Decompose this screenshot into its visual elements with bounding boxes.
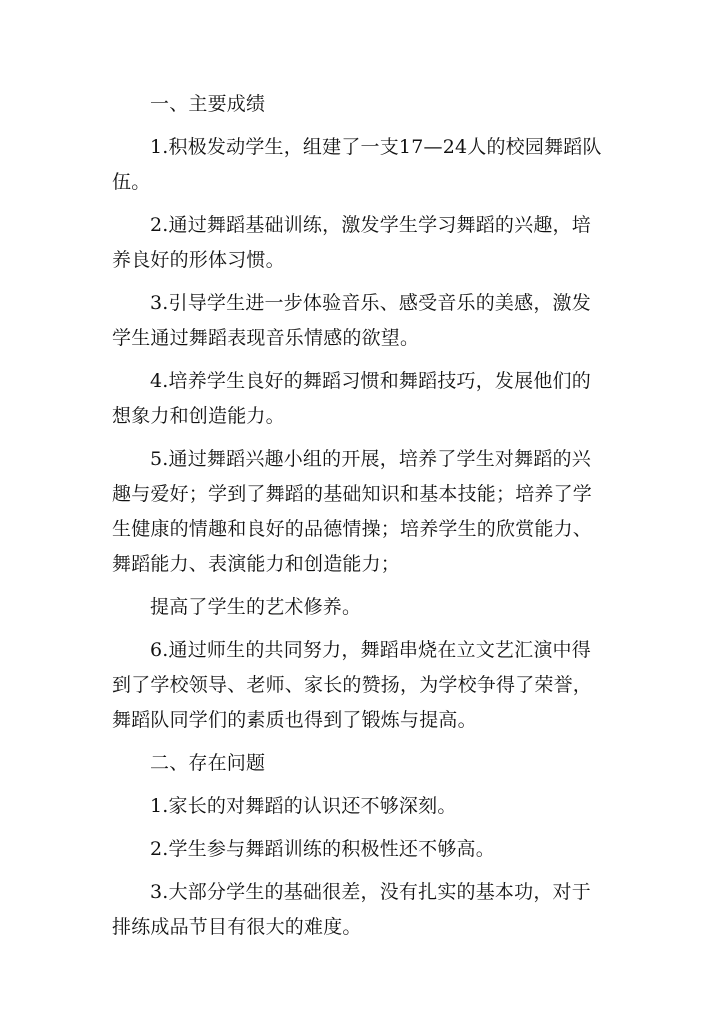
achievement-item-3: 3.引导学生进一步体验音乐、感受音乐的美感，激发学生通过舞蹈表现音乐情感的欲望。 xyxy=(112,292,591,349)
achievement-item-5: 5.通过舞蹈兴趣小组的开展，培养了学生对舞蹈的兴趣与爱好；学到了舞蹈的基础知识和基本技能；培养了学生健康的情趣和良好的品德情操；培养学生的欣赏能力、舞蹈能力、表演能力和创造能力； xyxy=(112,448,593,575)
achievement-item-2: 2.通过舞蹈基础训练，激发学生学习舞蹈的兴趣，培养良好的形体习惯。 xyxy=(112,214,591,271)
achievement-item-4: 4.培养学生良好的舞蹈习惯和舞蹈技巧，发展他们的想象力和创造能力。 xyxy=(112,370,591,427)
achievement-item-6: 6.通过师生的共同努力，舞蹈串烧在立文艺汇演中得到了学校领导、老师、家长的赞扬，为学校争得了荣誉，舞蹈队同学们的素质也得到了锻炼与提高。 xyxy=(112,639,593,731)
achievement-item-1: 1.积极发动学生，组建了一支17—24人的校园舞蹈队伍。 xyxy=(112,136,602,193)
section-heading-problems: 二、存在问题 xyxy=(150,752,266,774)
problem-item-2: 2.学生参与舞蹈训练的积极性还不够高。 xyxy=(150,838,495,860)
section-heading-achievements: 一、主要成绩 xyxy=(150,93,266,115)
document-body xyxy=(112,87,608,953)
achievement-item-5-continued: 提高了学生的艺术修养。 xyxy=(150,596,362,618)
problem-item-1: 1.家长的对舞蹈的认识还不够深刻。 xyxy=(150,795,457,817)
problem-item-3: 3.大部分学生的基础很差，没有扎实的基本功，对于排练成品节目有很大的难度。 xyxy=(112,881,591,938)
